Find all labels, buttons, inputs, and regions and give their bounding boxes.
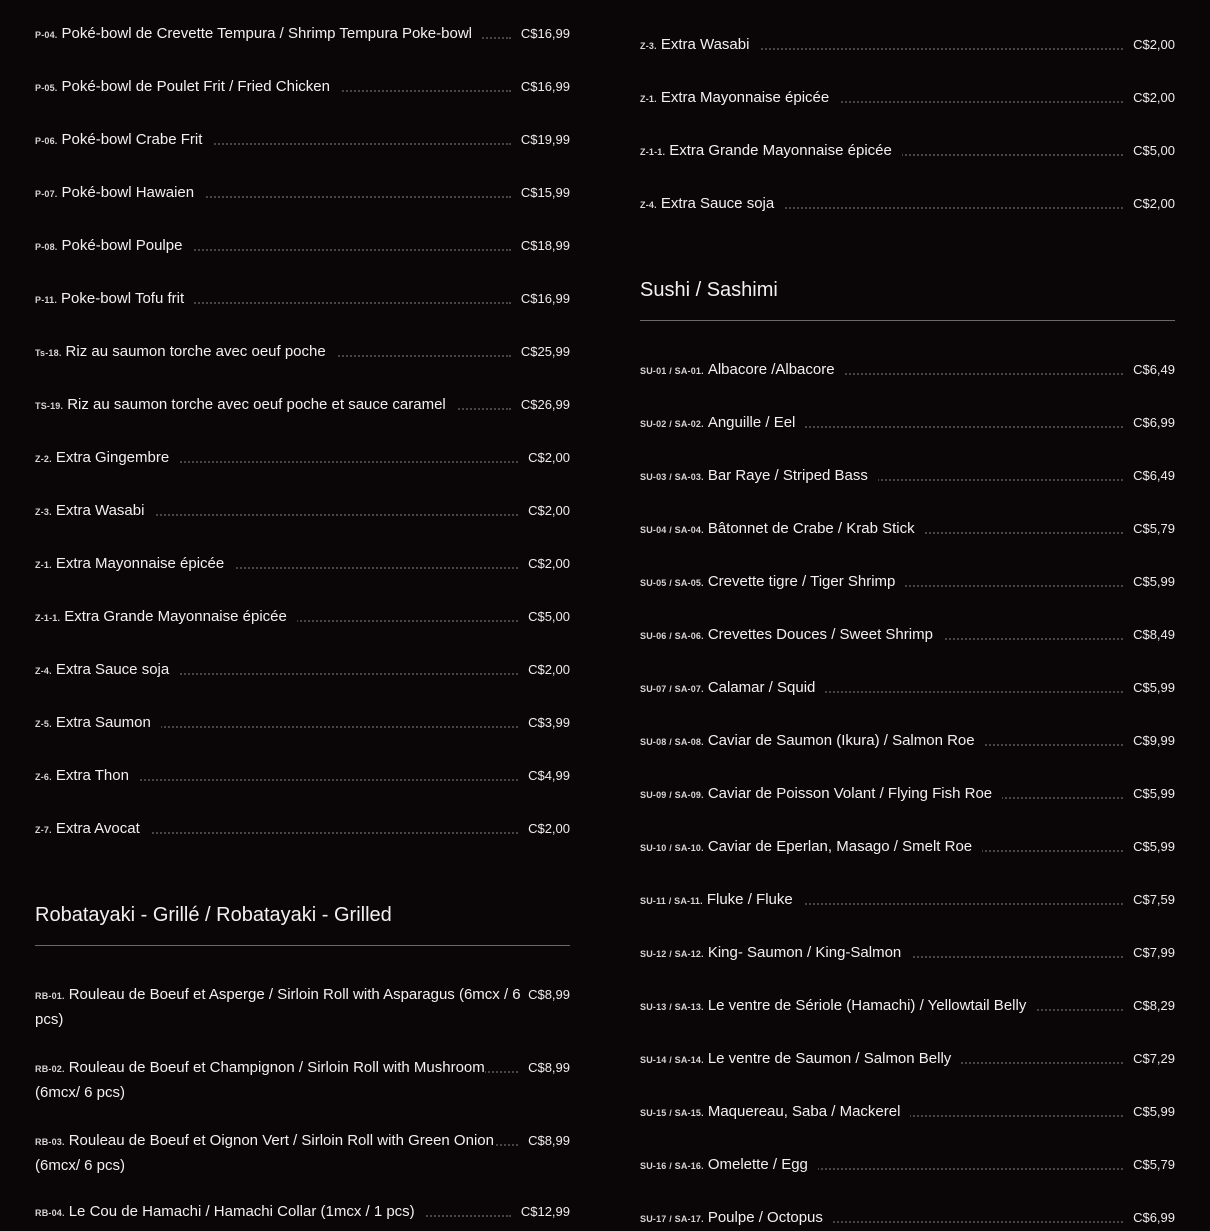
item-price: C$5,99 xyxy=(1133,680,1175,695)
item-price: C$8,99 xyxy=(528,1060,570,1075)
item-code: P-06. xyxy=(35,136,58,146)
item-code: RB-03. xyxy=(35,1137,65,1147)
item-price: C$5,79 xyxy=(1133,1157,1175,1172)
menu-item[interactable] xyxy=(35,552,570,577)
item-name: Rouleau de Boeuf et Asperge / Sirloin Roll with Asparagus (6mcx / 6 pcs) xyxy=(35,986,521,1028)
item-code: SU-06 / SA-06. xyxy=(640,631,704,641)
item-code: P-04. xyxy=(35,30,58,40)
item-price: C$26,99 xyxy=(520,397,570,412)
item-name: Bar Raye / Striped Bass xyxy=(707,467,868,484)
item-price: C$4,99 xyxy=(528,768,570,783)
item-code: Z-1. xyxy=(640,94,657,104)
item-code: Z-2. xyxy=(35,454,52,464)
item-name: Extra Mayonnaise épicée xyxy=(660,89,830,106)
menu-item[interactable] xyxy=(640,835,1175,860)
item-name: Poké-bowl de Poulet Frit / Fried Chicken xyxy=(61,78,330,95)
menu-item[interactable] xyxy=(640,517,1175,542)
item-code: SU-13 / SA-13. xyxy=(640,1002,704,1012)
item-code: SU-01 / SA-01. xyxy=(640,366,704,376)
item-name: Poké-bowl Crabe Frit xyxy=(61,131,203,148)
item-code: SU-14 / SA-14. xyxy=(640,1055,704,1065)
item-price: C$2,00 xyxy=(528,503,570,518)
item-price: C$3,99 xyxy=(528,715,570,730)
item-name: Extra Wasabi xyxy=(55,502,145,519)
item-price: C$5,99 xyxy=(1133,574,1175,589)
menu-item[interactable] xyxy=(35,1056,570,1104)
item-price: C$5,99 xyxy=(1133,1104,1175,1119)
menu-item[interactable] xyxy=(640,888,1175,913)
menu-item[interactable] xyxy=(35,983,570,1031)
menu-item[interactable] xyxy=(35,181,570,206)
item-name: Riz au saumon torche avec oeuf poche xyxy=(65,343,326,360)
menu-item[interactable] xyxy=(640,358,1175,383)
item-code: SU-10 / SA-10. xyxy=(640,843,704,853)
item-price: C$7,99 xyxy=(1133,945,1175,960)
item-name: Crevettes Douces / Sweet Shrimp xyxy=(707,626,933,643)
menu-item[interactable] xyxy=(640,33,1175,58)
item-price: C$6,49 xyxy=(1133,468,1175,483)
item-price: C$6,49 xyxy=(1133,362,1175,377)
item-name: Extra Sauce soja xyxy=(55,661,170,678)
menu-item[interactable] xyxy=(35,287,570,312)
item-code: SU-07 / SA-07. xyxy=(640,684,704,694)
item-name: Extra Mayonnaise épicée xyxy=(55,555,225,572)
menu-item[interactable] xyxy=(35,605,570,630)
item-code: SU-03 / SA-03. xyxy=(640,472,704,482)
item-code: RB-02. xyxy=(35,1064,65,1074)
item-name: Extra Wasabi xyxy=(660,36,750,53)
item-name: Rouleau de Boeuf et Oignon Vert / Sirloin Roll with Green Onion (6mcx/ 6 pcs) xyxy=(35,1132,494,1174)
menu-item[interactable] xyxy=(35,1129,570,1177)
item-name: Extra Avocat xyxy=(55,820,140,837)
item-price: C$2,00 xyxy=(528,556,570,571)
item-name: Poulpe / Octopus xyxy=(707,1209,823,1226)
menu-item[interactable] xyxy=(640,139,1175,164)
item-code: P-08. xyxy=(35,242,58,252)
item-price: C$25,99 xyxy=(520,344,570,359)
menu-item[interactable] xyxy=(640,192,1175,217)
item-code: SU-05 / SA-05. xyxy=(640,578,704,588)
item-price: C$18,99 xyxy=(520,238,570,253)
item-name: Caviar de Poisson Volant / Flying Fish Roe xyxy=(707,785,993,802)
item-price: C$8,49 xyxy=(1133,627,1175,642)
menu-item[interactable] xyxy=(35,22,570,47)
item-price: C$15,99 xyxy=(520,185,570,200)
item-price: C$5,79 xyxy=(1133,521,1175,536)
item-name: Caviar de Saumon (Ikura) / Salmon Roe xyxy=(707,732,975,749)
menu-item[interactable] xyxy=(640,941,1175,966)
item-name: Extra Saumon xyxy=(55,714,151,731)
item-name: Crevette tigre / Tiger Shrimp xyxy=(707,573,896,590)
item-price: C$2,00 xyxy=(528,450,570,465)
item-code: SU-02 / SA-02. xyxy=(640,419,704,429)
item-code: Z-4. xyxy=(640,200,657,210)
menu-item[interactable] xyxy=(640,86,1175,111)
menu-item[interactable] xyxy=(35,658,570,683)
item-price: C$12,99 xyxy=(520,1204,570,1219)
item-name: Poké-bowl Poulpe xyxy=(61,237,183,254)
item-name: Extra Grande Mayonnaise épicée xyxy=(64,608,287,625)
item-code: Z-1. xyxy=(35,560,52,570)
item-price: C$16,99 xyxy=(520,26,570,41)
section-title-sushi-sashimi: Sushi / Sashimi xyxy=(640,279,1175,321)
menu-item[interactable] xyxy=(640,729,1175,754)
menu-item[interactable] xyxy=(640,570,1175,595)
item-name: Calamar / Squid xyxy=(707,679,816,696)
item-name: Albacore /Albacore xyxy=(707,361,835,378)
menu-item[interactable] xyxy=(35,128,570,153)
item-code: SU-08 / SA-08. xyxy=(640,737,704,747)
menu-item[interactable] xyxy=(640,464,1175,489)
item-code: Z-5. xyxy=(35,719,52,729)
item-price: C$5,99 xyxy=(1133,786,1175,801)
item-name: Rouleau de Boeuf et Champignon / Sirloin Roll with Mushroom (6mcx/ 6 pcs) xyxy=(35,1059,485,1101)
item-code: Z-3. xyxy=(640,41,657,51)
item-code: Z-6. xyxy=(35,772,52,782)
item-code: SU-04 / SA-04. xyxy=(640,525,704,535)
item-code: RB-01. xyxy=(35,991,65,1001)
item-name: Le ventre de Saumon / Salmon Belly xyxy=(707,1050,952,1067)
item-name: Fluke / Fluke xyxy=(706,891,793,908)
menu-item[interactable] xyxy=(640,994,1175,1019)
item-price: C$6,99 xyxy=(1133,415,1175,430)
item-code: SU-12 / SA-12. xyxy=(640,949,704,959)
menu-item[interactable] xyxy=(640,623,1175,648)
item-price: C$2,00 xyxy=(1133,196,1175,211)
item-code: SU-09 / SA-09. xyxy=(640,790,704,800)
item-name: Le Cou de Hamachi / Hamachi Collar (1mcx / 1 pcs) xyxy=(68,1203,415,1220)
item-code: SU-16 / SA-16. xyxy=(640,1161,704,1171)
item-name: Poké-bowl Hawaien xyxy=(61,184,195,201)
item-price: C$8,29 xyxy=(1133,998,1175,1013)
menu-item[interactable] xyxy=(35,817,570,842)
item-name: Poke-bowl Tofu frit xyxy=(61,290,185,307)
item-name: Poké-bowl de Crevette Tempura / Shrimp Tempura Poke-bowl xyxy=(61,25,472,42)
item-name: Riz au saumon torche avec oeuf poche et sauce caramel xyxy=(67,396,446,413)
item-name: Maquereau, Saba / Mackerel xyxy=(707,1103,901,1120)
item-code: SU-11 / SA-11. xyxy=(640,896,703,906)
item-price: C$5,00 xyxy=(528,609,570,624)
menu-item[interactable] xyxy=(35,446,570,471)
item-price: C$6,99 xyxy=(1133,1210,1175,1225)
item-code: P-11. xyxy=(35,295,58,305)
item-code: Ts-18. xyxy=(35,348,62,358)
item-price: C$2,00 xyxy=(1133,90,1175,105)
item-price: C$9,99 xyxy=(1133,733,1175,748)
item-name: Extra Sauce soja xyxy=(660,195,775,212)
item-price: C$5,99 xyxy=(1133,839,1175,854)
item-name: Extra Thon xyxy=(55,767,129,784)
menu-item[interactable] xyxy=(35,711,570,736)
item-name: Omelette / Egg xyxy=(707,1156,808,1173)
item-code: Z-7. xyxy=(35,825,52,835)
menu-item[interactable] xyxy=(640,782,1175,807)
item-price: C$8,99 xyxy=(528,987,570,1002)
item-code: Z-3. xyxy=(35,507,52,517)
menu-item[interactable] xyxy=(640,1100,1175,1125)
item-code: Z-4. xyxy=(35,666,52,676)
menu-item[interactable] xyxy=(640,1206,1175,1231)
item-name: Le ventre de Sériole (Hamachi) / Yellowtail Belly xyxy=(707,997,1027,1014)
item-code: SU-17 / SA-17. xyxy=(640,1214,704,1224)
item-price: C$2,00 xyxy=(528,662,570,677)
item-code: RB-04. xyxy=(35,1208,65,1218)
menu-item[interactable] xyxy=(640,1047,1175,1072)
menu-item[interactable] xyxy=(35,234,570,259)
menu-item[interactable] xyxy=(640,411,1175,436)
menu-item[interactable] xyxy=(35,1200,570,1225)
menu-item[interactable] xyxy=(640,1153,1175,1178)
item-price: C$7,29 xyxy=(1133,1051,1175,1066)
item-name: Anguille / Eel xyxy=(707,414,796,431)
menu-item[interactable] xyxy=(35,764,570,789)
item-price: C$16,99 xyxy=(520,79,570,94)
item-name: Extra Gingembre xyxy=(55,449,170,466)
item-name: Caviar de Eperlan, Masago / Smelt Roe xyxy=(707,838,973,855)
item-code: TS-19. xyxy=(35,401,64,411)
item-code: Z-1-1. xyxy=(640,147,666,157)
item-code: Z-1-1. xyxy=(35,613,61,623)
item-code: P-07. xyxy=(35,189,58,199)
menu-item[interactable] xyxy=(35,499,570,524)
menu-item[interactable] xyxy=(640,676,1175,701)
menu-item[interactable] xyxy=(35,75,570,100)
item-price: C$2,00 xyxy=(1133,37,1175,52)
item-price: C$19,99 xyxy=(520,132,570,147)
menu-item[interactable] xyxy=(35,340,570,365)
item-price: C$16,99 xyxy=(520,291,570,306)
item-name: Extra Grande Mayonnaise épicée xyxy=(669,142,892,159)
item-price: C$7,59 xyxy=(1133,892,1175,907)
item-name: Bâtonnet de Crabe / Krab Stick xyxy=(707,520,915,537)
item-price: C$8,99 xyxy=(528,1133,570,1148)
item-name: King- Saumon / King-Salmon xyxy=(707,944,902,961)
item-code: SU-15 / SA-15. xyxy=(640,1108,704,1118)
section-title-robatayaki: Robatayaki - Grillé / Robatayaki - Grilled xyxy=(35,904,570,946)
item-price: C$2,00 xyxy=(528,821,570,836)
item-code: P-05. xyxy=(35,83,58,93)
item-price: C$5,00 xyxy=(1133,143,1175,158)
menu-item[interactable] xyxy=(35,393,570,418)
